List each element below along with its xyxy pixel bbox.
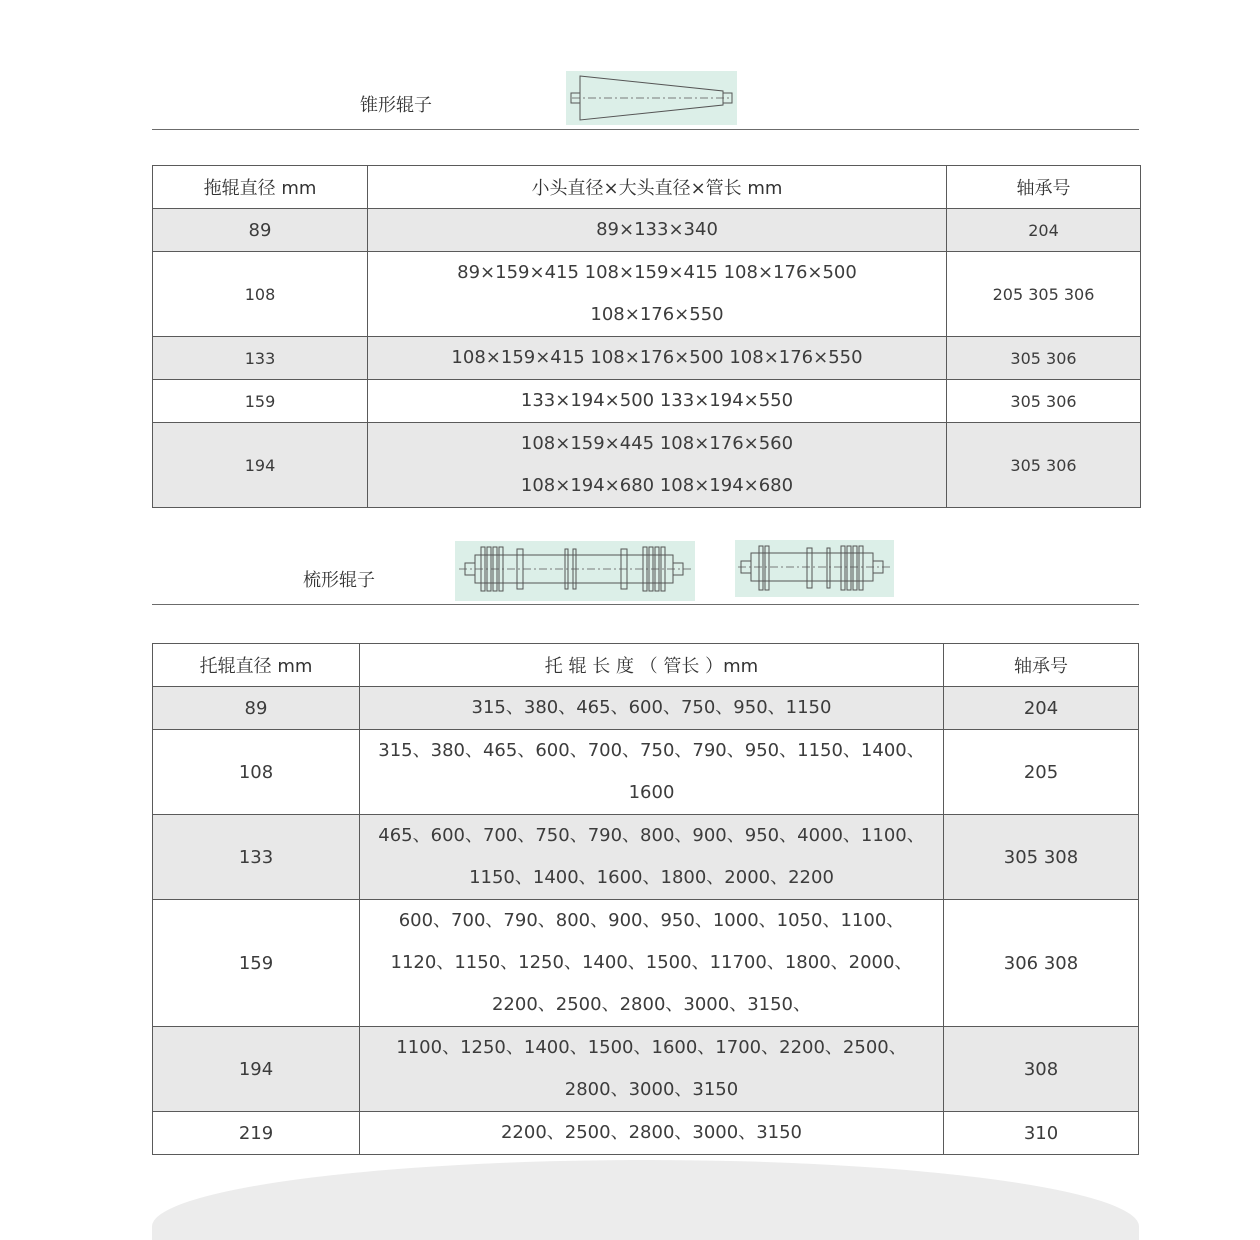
table-header-row [153, 644, 1139, 687]
length-cell [360, 815, 944, 900]
bearing-cell: 305 306 [947, 337, 1141, 380]
bearing-cell: 204 [947, 209, 1141, 252]
length-cell [360, 1027, 944, 1112]
size-cell [368, 337, 947, 380]
header-bearing: 轴承号 [944, 644, 1139, 687]
length-line: 1100、1250、1400、1500、1600、1700、2200、2500、 [396, 1037, 907, 1058]
comb-roller-image-b [735, 540, 894, 597]
table-row [153, 423, 1141, 508]
header-bearing: 轴承号 [947, 166, 1141, 209]
length-line: 315、380、465、600、700、750、790、950、1150、1400、 [378, 740, 925, 761]
table-row [153, 337, 1141, 380]
table-row [153, 1027, 1139, 1112]
bearing-cell: 308 [944, 1027, 1139, 1112]
length-line: 465、600、700、750、790、800、900、950、4000、1100、 [378, 825, 925, 846]
table-row [153, 209, 1141, 252]
table-row [153, 687, 1139, 730]
diameter-cell: 108 [153, 252, 368, 337]
length-line: 1600 [628, 782, 675, 803]
size-line: 108×194×680 108×194×680 [520, 475, 794, 496]
size-line: 89×159×415 108×159×415 108×176×500 [457, 262, 857, 283]
diameter-cell: 159 [153, 900, 360, 1027]
table-header-row [153, 166, 1141, 209]
size-line: 108×176×550 [590, 304, 724, 325]
size-cell [368, 423, 947, 508]
bearing-cell: 305 306 [947, 380, 1141, 423]
length-cell [360, 730, 944, 815]
size-cell [368, 252, 947, 337]
bearing-cell: 204 [944, 687, 1139, 730]
size-line: 89×133×340 [596, 219, 718, 240]
length-line: 1150、1400、1600、1800、2000、2200 [469, 867, 834, 888]
comb-roller-table [152, 643, 1139, 1155]
diameter-cell: 194 [153, 1027, 360, 1112]
table-row [153, 815, 1139, 900]
table-row [153, 1112, 1139, 1155]
header-diameter: 托辊直径 mm [153, 644, 360, 687]
header-length: 托 辊 长 度 （ 管长 ）mm [360, 644, 944, 687]
length-line: 2200、2500、2800、3000、3150、 [491, 994, 812, 1015]
table-row [153, 900, 1139, 1027]
section2-title: 梳形辊子 [303, 570, 375, 591]
table-row [153, 252, 1141, 337]
size-line: 108×159×415 108×176×500 108×176×550 [451, 347, 863, 368]
size-cell [368, 380, 947, 423]
diameter-cell: 194 [153, 423, 368, 508]
bearing-cell: 305 308 [944, 815, 1139, 900]
length-cell [360, 687, 944, 730]
section2-divider [152, 604, 1139, 605]
comb-roller-image-a [455, 541, 695, 601]
length-cell [360, 1112, 944, 1155]
length-line: 600、700、790、800、900、950、1000、1050、1100、 [398, 910, 905, 931]
header-size: 小头直径×大头直径×管长 mm [368, 166, 947, 209]
size-line: 133×194×500 133×194×550 [520, 390, 794, 411]
table-row [153, 730, 1139, 815]
bearing-cell: 205 305 306 [947, 252, 1141, 337]
length-line: 1120、1150、1250、1400、1500、11700、1800、2000、 [390, 952, 913, 973]
diameter-cell: 133 [153, 815, 360, 900]
taper-roller-table [152, 165, 1141, 508]
length-line: 315、380、465、600、750、950、1150 [471, 697, 832, 718]
header-diameter: 拖辊直径 mm [153, 166, 368, 209]
section1-divider [152, 129, 1139, 130]
diameter-cell: 219 [153, 1112, 360, 1155]
diameter-cell: 108 [153, 730, 360, 815]
footer-decoration [152, 1160, 1139, 1240]
table-row [153, 380, 1141, 423]
size-cell [368, 209, 947, 252]
taper-roller-image [566, 71, 737, 125]
length-line: 2800、3000、3150 [564, 1079, 739, 1100]
diameter-cell: 159 [153, 380, 368, 423]
diameter-cell: 89 [153, 687, 360, 730]
diameter-cell: 133 [153, 337, 368, 380]
length-line: 2200、2500、2800、3000、3150 [500, 1122, 803, 1143]
length-cell [360, 900, 944, 1027]
bearing-cell: 310 [944, 1112, 1139, 1155]
size-line: 108×159×445 108×176×560 [520, 433, 794, 454]
bearing-cell: 305 306 [947, 423, 1141, 508]
diameter-cell: 89 [153, 209, 368, 252]
section1-title: 锥形辊子 [360, 95, 432, 116]
bearing-cell: 306 308 [944, 900, 1139, 1027]
bearing-cell: 205 [944, 730, 1139, 815]
